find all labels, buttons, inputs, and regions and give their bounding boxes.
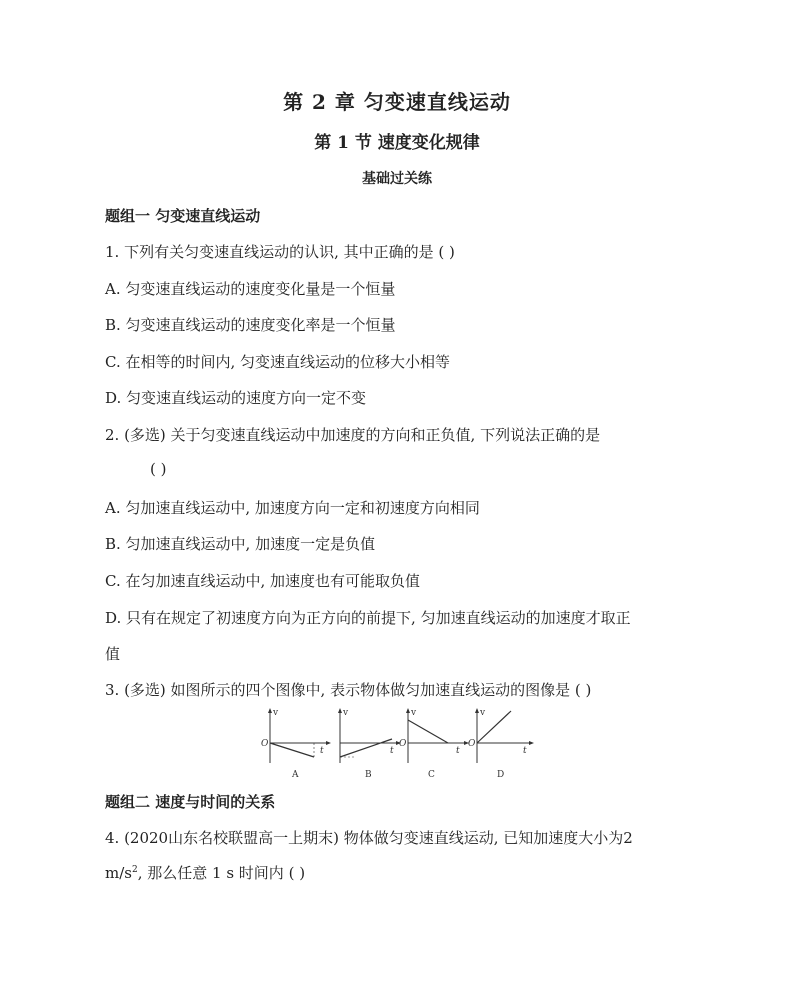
graph-b-label: B — [365, 770, 372, 780]
q1-option-b: B. 匀变速直线运动的速度变化率是一个恒量 — [105, 316, 396, 334]
q4-unit: m/s — [105, 864, 132, 882]
graph-c-origin-label: O — [399, 739, 407, 749]
q2-option-d: D. 只有在规定了初速度方向为正方向的前提下, 匀加速直线运动的加速度才取正 — [105, 609, 631, 627]
graph-b-v-label: v — [343, 708, 349, 718]
vt-graph-c — [396, 705, 476, 783]
vt-graph-d — [465, 705, 540, 783]
q4-stem-line1: 4. (2020山东名校联盟高一上期末) 物体做匀变速直线运动, 已知加速度大小为2 — [105, 829, 633, 847]
group2-heading: 题组二 速度与时间的关系 — [105, 793, 276, 811]
q4-unit-exponent: 2 — [131, 865, 138, 875]
graph-b-t-label: t — [390, 746, 394, 756]
q4-stem-line2 — [105, 862, 695, 883]
q2-option-d-continued: 值 — [105, 645, 121, 663]
q1-option-a: A. 匀变速直线运动的速度变化量是一个恒量 — [105, 280, 396, 298]
graph-a-t-label: t — [320, 746, 324, 756]
q3-stem: 3. (多选) 如图所示的四个图像中, 表示物体做匀加速直线运动的图像是 ( ) — [105, 681, 592, 699]
q2-answer-blank: ( ) — [150, 460, 167, 478]
graph-c-v-label: v — [411, 708, 417, 718]
group1-heading: 题组一 匀变速直线运动 — [105, 207, 261, 225]
q2-option-c: C. 在匀加速直线运动中, 加速度也有可能取负值 — [105, 572, 421, 590]
vt-graph-a — [258, 705, 333, 783]
graph-d-v-label: v — [480, 708, 486, 718]
graph-d-origin-label: O — [468, 739, 476, 749]
graph-a-v-label: v — [273, 708, 279, 718]
q2-option-b: B. 匀加速直线运动中, 加速度一定是负值 — [105, 535, 376, 553]
graph-c-label: C — [428, 770, 435, 780]
graph-d-t-label: t — [523, 746, 527, 756]
graph-a-label: A — [292, 770, 299, 780]
q1-stem: 1. 下列有关匀变速直线运动的认识, 其中正确的是 ( ) — [105, 243, 455, 261]
q4-stem-rest: , 那么任意 1 s 时间内 ( ) — [137, 864, 306, 882]
section-title: 第 1 节 速度变化规律 — [314, 133, 480, 153]
drill-title: 基础过关练 — [362, 171, 432, 187]
q1-option-d: D. 匀变速直线运动的速度方向一定不变 — [105, 389, 367, 407]
q1-option-c: C. 在相等的时间内, 匀变速直线运动的位移大小相等 — [105, 353, 451, 371]
graph-a-origin-label: O — [261, 739, 269, 749]
q2-stem: 2. (多选) 关于匀变速直线运动中加速度的方向和正负值, 下列说法正确的是 — [105, 426, 601, 444]
graph-c-t-label: t — [456, 746, 460, 756]
graph-a-line — [270, 743, 314, 757]
q2-option-a: A. 匀加速直线运动中, 加速度方向一定和初速度方向相同 — [105, 499, 480, 517]
graph-c-line — [408, 720, 448, 743]
graph-d-label: D — [497, 770, 505, 780]
chapter-title: 第 2 章 匀变速直线运动 — [283, 90, 511, 114]
graph-b-line — [340, 739, 392, 757]
